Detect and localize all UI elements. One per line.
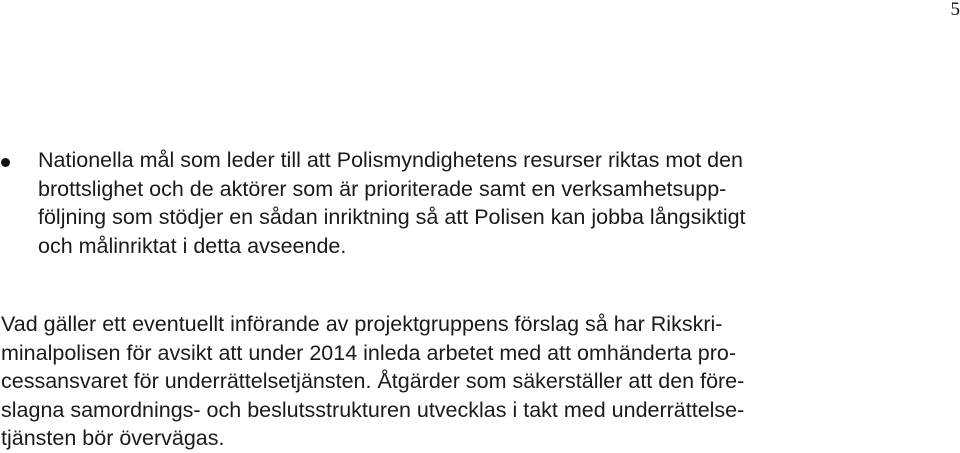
bullet-dot-icon [1,158,10,167]
paragraph-line: Vad gäller ett eventuellt införande av projektgruppens förslag så har Rikskri- [1,310,744,339]
paragraph-line: tjänsten bör övervägas. [1,424,744,453]
bullet-text [38,146,746,260]
body-paragraph [1,310,744,453]
bullet-line: följning som stödjer en sådan inriktning så att Polisen kan jobba långsiktigt [38,203,746,232]
paragraph-line: cessansvaret för underrättelsetjänsten. Åtgärder som säkerställer att den före- [1,367,744,396]
bullet-line: brottslighet och de aktörer som är prioriterade samt en verksamhetsupp- [38,175,746,204]
bullet-line: och målinriktat i detta avseende. [38,232,746,261]
paragraph-line: minalpolisen för avsikt att under 2014 inleda arbetet med att omhänderta pro- [1,339,744,368]
page-number: 5 [951,0,960,20]
paragraph-line: slagna samordnings- och beslutsstrukturen utvecklas i takt med underrättelse- [1,396,744,425]
bullet-line: Nationella mål som leder till att Polismyndighetens resurser riktas mot den [38,146,746,175]
